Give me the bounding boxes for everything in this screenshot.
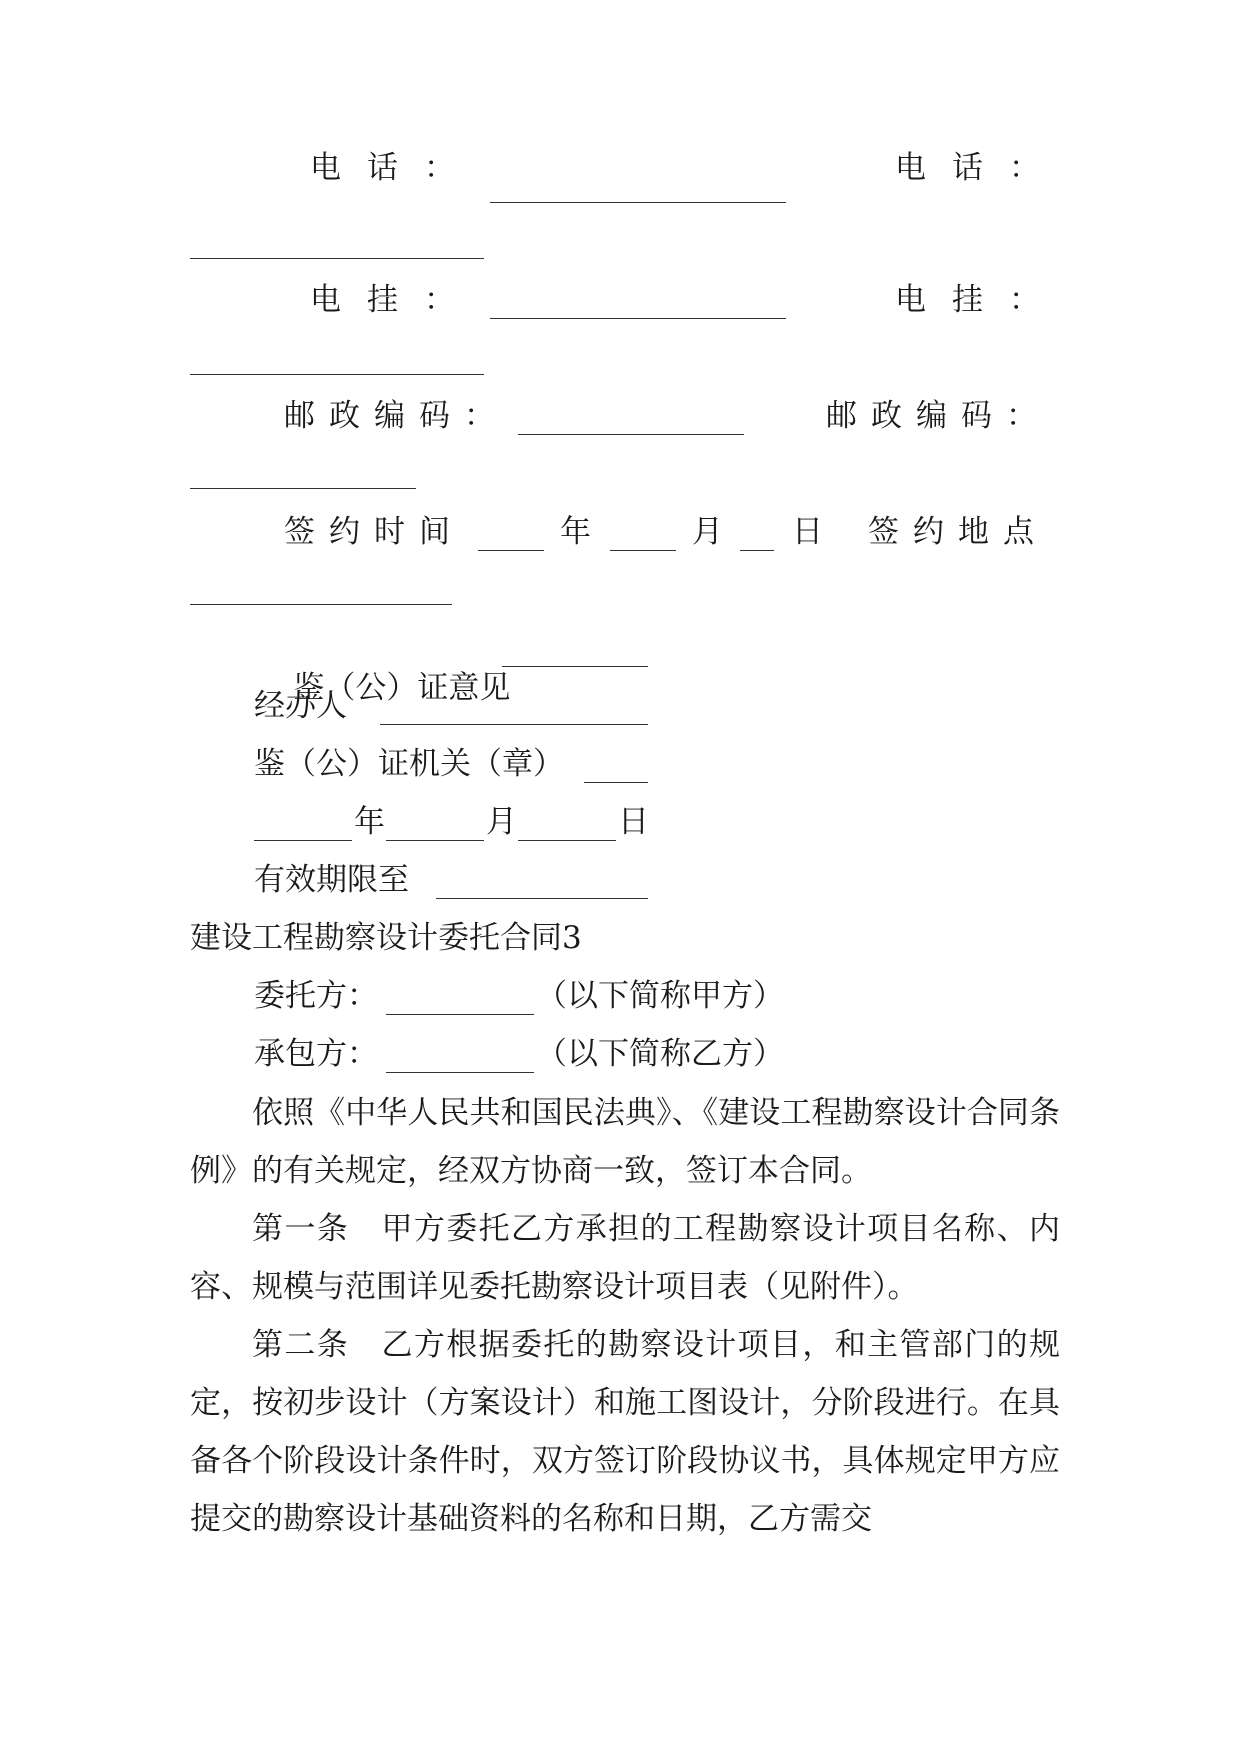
notary-month-blank[interactable] [386, 814, 484, 841]
signing-place-label: 签约地点 [868, 514, 1048, 550]
signing-day-label: 日 [792, 514, 823, 550]
signing-year-blank[interactable] [478, 524, 544, 551]
contractor-blank[interactable] [386, 1046, 534, 1073]
notary-day-label: 日 [618, 804, 649, 840]
postal-label: 邮政编码： [284, 398, 509, 434]
postal-blank[interactable] [518, 408, 744, 435]
client-suffix: （以下简称甲方） [536, 978, 784, 1014]
signing-day-blank[interactable] [740, 524, 774, 551]
notary-day-blank[interactable] [518, 814, 616, 841]
client-label: 委托方： [254, 978, 378, 1014]
notary-authority-blank[interactable] [584, 756, 648, 783]
notary-opinion-blank[interactable] [502, 640, 648, 667]
fax-label: 电挂： [310, 282, 481, 318]
article-2: 第二条 乙方根据委托的勘察设计项目，和主管部门的规定，按初步设计（方案设计）和施工图设计，分阶段进行。在具备各个阶段设计条件时，双方签订阶段协议书，具体规定甲方应提交的勘察设计基础资料的名称和日期，乙方需交 [190, 1327, 1060, 1537]
signing-month-label: 月 [692, 514, 723, 550]
notary-month-label: 月 [486, 804, 517, 840]
notary-authority-label: 鉴（公）证机关（章） [254, 746, 564, 782]
notary-valid-label: 有效期限至 [254, 862, 409, 898]
notary-handler-label: 经办人 [254, 688, 347, 724]
notary-opinion-label: 鉴（公）证意见 [293, 670, 511, 706]
contractor-suffix: （以下简称乙方） [536, 1036, 784, 1072]
signing-year-label: 年 [560, 514, 591, 550]
notary-handler-blank[interactable] [380, 698, 648, 725]
contractor-label: 承包方： [254, 1036, 378, 1072]
phone-label-right: 电话： [895, 150, 1066, 186]
postal-blank-right[interactable] [190, 462, 416, 489]
phone-blank[interactable] [490, 176, 786, 203]
notary-valid-blank[interactable] [436, 872, 648, 899]
phone-blank-right[interactable] [190, 232, 484, 259]
signing-time-label: 签约时间 [284, 514, 464, 550]
contract-intro: 依照《中华人民共和国民法典》、《建设工程勘察设计合同条例》的有关规定，经双方协商一致，签订本合同。 [190, 1095, 1060, 1189]
notary-year-blank[interactable] [254, 814, 352, 841]
fax-blank[interactable] [490, 292, 786, 319]
signing-place-blank[interactable] [190, 578, 452, 605]
fax-blank-right[interactable] [190, 348, 484, 375]
client-blank[interactable] [386, 988, 534, 1015]
contract-title: 建设工程勘察设计委托合同3 [190, 920, 582, 956]
fax-label-right: 电挂： [895, 282, 1066, 318]
postal-label-right: 邮政编码： [826, 398, 1051, 434]
phone-label: 电话： [310, 150, 481, 186]
article-1: 第一条 甲方委托乙方承担的工程勘察设计项目名称、内容、规模与范围详见委托勘察设计项目表（见附件）。 [190, 1211, 1060, 1305]
signing-month-blank[interactable] [610, 524, 676, 551]
notary-year-label: 年 [354, 804, 385, 840]
